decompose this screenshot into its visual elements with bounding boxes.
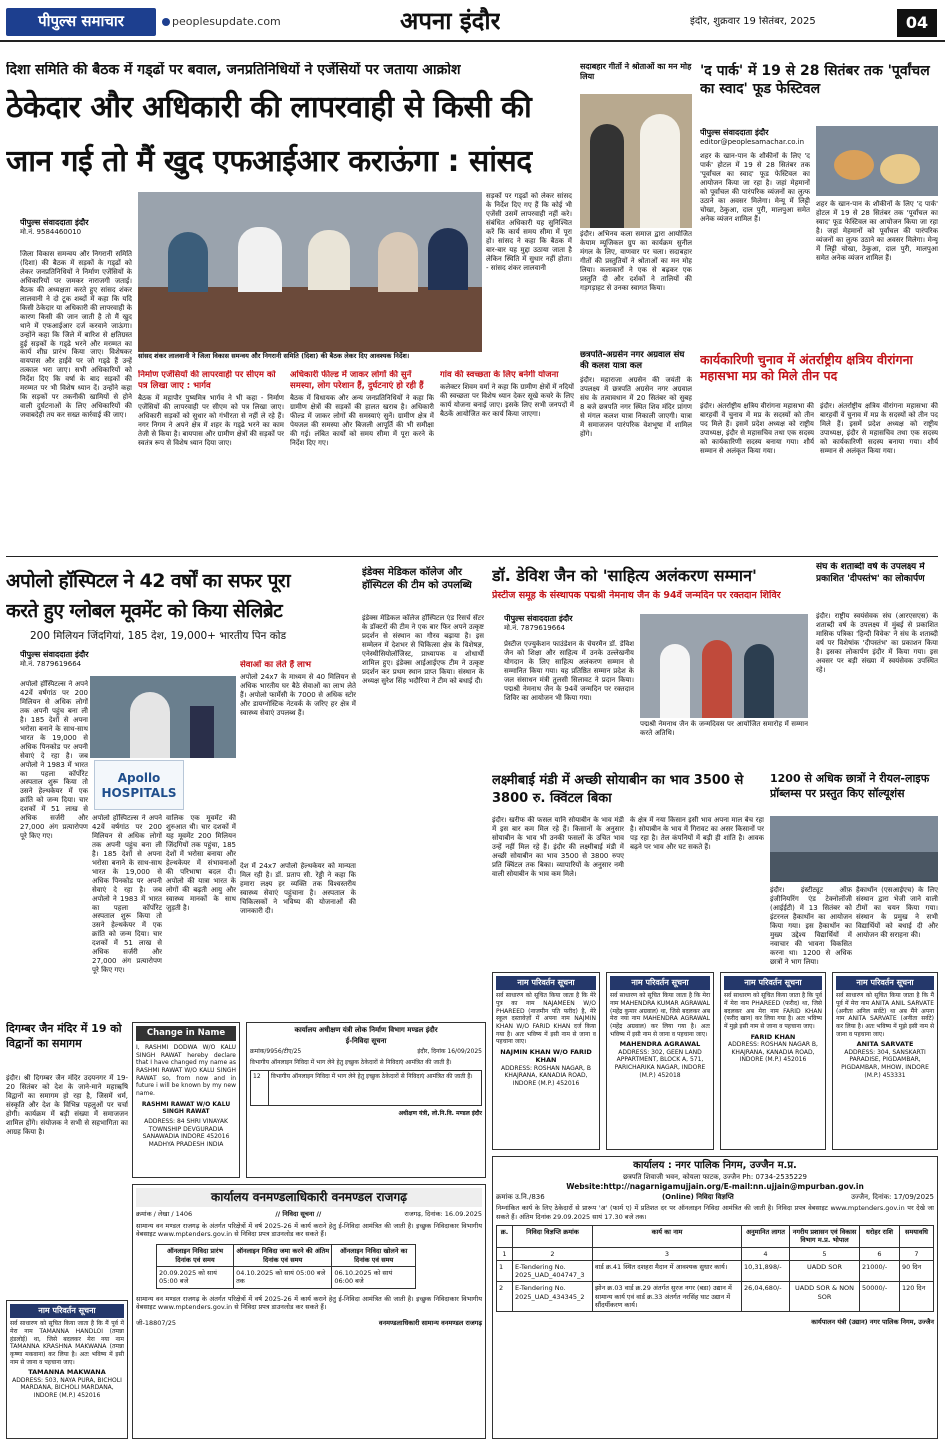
edition-date: इंदौर, शुक्रवार 19 सितंबर, 2025	[690, 16, 816, 27]
index-college-text: इंडेक्स मेडिकल कॉलेज हॉस्पिटल एंड रिसर्च सेंटर के डॉक्टरों की टीम ने एक बार फिर अपने उत्कृष्ट प्रदर्शन से संस्थान का गौरव बढ़ाया है। इस सम्मेलन में देशभर से चिकित्सा क्षेत्र के विशेषज्ञ, एनेस्थीसियोलॉजिस्ट, प्राध्यापक व शोधार्थी शामिल हुए। इंडेक्स आईआईएफ टीम ने उत्कृष्ट प्रदर्शन कर प्रथम स्थान प्राप्त किया। संस्थान के अध्यक्ष सुरेश सिंह भदौरिया ने टीम को बधाई दी।	[362, 614, 484, 685]
food-byline-email[interactable]: editor@peoplesamachar.co.in	[700, 138, 805, 147]
forest-tender-ad	[132, 1184, 486, 1439]
agrasen-title-text: छत्रपति-अग्रसेन नगर अग्रवाल संघ की कलश यात्रा कल	[580, 350, 685, 371]
apollo-logo	[94, 760, 184, 810]
website-url[interactable]	[162, 15, 281, 29]
ujjain-col-work: कार्य का नाम	[593, 1225, 742, 1247]
table-row	[497, 1260, 934, 1282]
notice-3-text: सर्व साधारण को सूचित किया जाता है कि पूर्व में मेरा नाम PHAREED (फरीद) था, जिसे बदलकर अब मेरा नाम FARID KHAN (फरीद खान) कर लिया गया है। अतः भविष्य में मुझे इसी नाम से जाना व पहचाना जाए।	[724, 992, 822, 1030]
notice-3-address: ADDRESS: ROSHAN NAGAR B, KHAJRANA, KANADIA ROAD, INDORE (M.P.) 452016	[728, 1040, 818, 1064]
food-byline	[700, 128, 820, 150]
ujjain-r2-cost: 26,04,680/-	[742, 1282, 790, 1312]
forest-start-date: 20.09.2025 को सायं 05:00 बजे	[157, 1266, 234, 1288]
jain-award-photo	[640, 614, 808, 718]
name-change-notice-1	[492, 972, 600, 1150]
ujjain-col-period: समयावधि	[900, 1225, 934, 1247]
ujjain-tender-table	[496, 1225, 934, 1313]
notice-3-title: नाम परिवर्तन सूचना	[724, 976, 822, 990]
lead-headline-line2[interactable]: जान गई तो मैं खुद एफआईआर कराऊंगा : सांसद	[6, 144, 532, 179]
ujjain-colnum: 7	[900, 1247, 934, 1260]
digambar-headline[interactable]: दिगम्बर जैन मंदिर में 19 को विद्वानों का समागम	[6, 1022, 122, 1050]
hackathon-headline[interactable]: 1200 से अधिक छात्रों ने रीयल-लाइफ प्रॉब्लम्स पर प्रस्तुत किए सॉल्यूशंस	[770, 772, 930, 800]
notice-5-name: TAMANNA MAKWANA	[28, 1368, 106, 1377]
apollo-photo	[90, 676, 236, 758]
notice-2-text: सर्व साधारण को सूचित किया जाता है कि मेरा नाम MAHENDRA KUMAR AGRAWAL (महेंद्र कुमार अग्रवाल) था, जिसे बदलकर अब मेरा नया नाम MAHENDRA AGRAWAL (महेंद्र अग्रवाल) कर लिया गया है। अतः भविष्य में इसी नाम से जाना व पहचाना जाए।	[610, 992, 710, 1038]
notice-5-address: ADDRESS: 503, NAYA PURA, BICHOLI MARDANA, BICHOLI MARDANA, INDORE (M.P.) 452016	[12, 1376, 122, 1399]
notice-4-text: सर्व साधारण को सूचित किया जाता है कि मैं पूर्व में मेरा नाम ANITA ANIL SARVATE (अनीता अनिल सर्वटे) था अब मैंने अपना नाम ANITA SARVATE (अनीता सर्वटे) कर लिया है। अतः भविष्य में मुझे इसी नाम से जाना व पहचाना जाए।	[836, 992, 934, 1038]
kshatriya-text: इंदौर। अंतर्राष्ट्रीय क्षत्रिय वीरांगना महासभा की बारहवीं वें चुनाव में मप्र के सदस्यों को तीन पद मिले हैं। इसमें प्रदेश अध्यक्ष को राष्ट्रीय उपाध्यक्ष, इंदौर से महासचिव तथा एक सदस्य को कार्यकारिणी सदस्य बनाया गया। शौर्य सम्मान से अलंकृत किया गया।	[700, 402, 814, 455]
sub-story-bhargav-title: निर्माण एजेंसियों की लापरवाही पर सीएम को पत्र लिखा जाए : भार्गव	[138, 370, 276, 391]
ujjain-col-cost: अनुमानित लागत	[742, 1225, 790, 1247]
change-in-name-ad	[132, 1022, 240, 1178]
forest-tender-ref: जी-18807/25	[136, 1319, 176, 1328]
ujjain-tender-sign: कार्यपालन यंत्री (उद्यान) नगर पालिक निगम, उज्जैन	[811, 1318, 934, 1327]
pwd-tender-sign: अधीक्षण यंत्री, लो.नि.वि. मण्डल इंदौर	[398, 1110, 482, 1118]
music-tag-text: सदाबहार गीतों ने श्रोताओं का मन मोह लिया	[580, 62, 692, 82]
ujjain-colnum: 1	[497, 1247, 513, 1260]
apollo-text-col3: देश में 24x7 अपोलो हेल्थकेयर को मान्यता मिल रही है। डॉ. प्रताप सी. रेड्डी ने कहा कि हमारा लक्ष्य हर व्यक्ति तक विश्वस्तरीय स्वास्थ्य सेवाएं पहुंचाना है। अस्पताल के चिकित्सकों ने भविष्य की योजनाओं की जानकारी दी।	[240, 862, 356, 915]
food-photo	[816, 126, 938, 196]
forest-open-date: 06.10.2025 को सायं 06:00 बजे	[332, 1266, 416, 1288]
notice-1-text: सर्व साधारण को सूचित किया जाता है कि मेरे पुत्र का नाम NAJAMEEN W/O PHAREED (नाजमीन पति फरीद) है, मेरे स्कूल दस्तावेज़ों में अपना नाम NAJMIN KHAN W/O FARID KHAN दर्ज किया गया है। अतः भविष्य में इसी नाम से जाना व पहचाना जाए।	[496, 992, 596, 1046]
apollo-logo-text: Apollo HOSPITALS	[101, 771, 177, 801]
notice-1-title: नाम परिवर्तन सूचना	[496, 976, 596, 990]
notice-1-name: NAJMIN KHAN W/O FARID KHAN	[500, 1047, 592, 1065]
forest-col2-header: ऑनलाइन निविदा जमा करने की अंतिम दिनांक एवं समय	[234, 1245, 332, 1267]
lead-byline	[20, 218, 130, 248]
lead-kicker	[6, 62, 574, 84]
globe-icon	[162, 18, 170, 26]
hackathon-text-col2: हैकाथॉन (एसआईएच) के लिए संस्थान द्वारा भेजी जाने वाली टीमों का चयन किया गया। संस्थान के प्रमुख ने सभी विद्यार्थियों को बधाई दी और आयोजन की सराहना की।	[856, 886, 938, 939]
ujjain-r2-deposit: 50000/-	[860, 1282, 900, 1312]
ujjain-colnum: 3	[593, 1247, 742, 1260]
forest-col1-header: ऑनलाइन निविदा प्रारंभ दिनांक एवं समय	[157, 1245, 234, 1267]
hackathon-photo	[770, 816, 938, 882]
forest-col3-header: ऑनलाइन निविदा खोलने का दिनांक एवं समय	[332, 1245, 416, 1267]
notice-3-name: FARID KHAN	[750, 1032, 796, 1041]
ujjain-r1-deposit: 21000/-	[860, 1260, 900, 1282]
meeting-photo-caption: सांसद शंकर लालवानी ने जिला विकास समन्वय और निगरानी समिति (दिशा) की बैठक लेकर दिए आवश्यक निर्देश।	[138, 352, 482, 366]
jain-award-text: प्रेस्टीज एज्युकेशन फाउंडेशन के चेयरमैन डॉ. डेविश जैन को शिक्षा और साहित्य में उनके उल्लेखनीय योगदान के लिए साहित्य अलंकरण सम्मान से सम्मानित किया गया। यह प्रतिष्ठित सम्मान प्रदेश के जल संसाधन मंत्री तुलसी सिलावट ने प्रदान किया। पद्मश्री नेमनाथ जैन के 94वें जन्मदिन पर रक्तदान शिविर का आयोजन भी किया गया।	[504, 640, 634, 702]
apollo-byline	[20, 650, 130, 676]
forest-tender-title: कार्यालय वनमण्डलाधिकारी वनमण्डल राजगढ़	[136, 1188, 482, 1207]
ujjain-col-deposit: धरोहर राशि	[860, 1225, 900, 1247]
lead-kicker-text: दिशा समिति की बैठक में गड्‌ढों पर बवाल, जनप्रतिनिधियों ने एजेंसियों पर जताया आक्रोश	[6, 62, 461, 78]
notice-4-title: नाम परिवर्तन सूचना	[836, 976, 934, 990]
forest-tender-notice: // निविदा सूचना //	[275, 1210, 322, 1219]
ujjain-col-sno: क्र.	[497, 1225, 513, 1247]
ujjain-r1-tender: E-Tendering No. 2025_UAD_404747_3	[513, 1260, 593, 1282]
ujjain-colnum: 6	[860, 1247, 900, 1260]
notice-4-name: ANITA SARVATE	[856, 1040, 914, 1049]
name-change-notice-5	[6, 1300, 128, 1439]
ujjain-col-tender-no: निविदा विज्ञप्ति क्रमांक	[513, 1225, 593, 1247]
apollo-text-extra: अपोलो हॉस्पिटल्स ने अपने 42वें वर्षगांठ पर 200 मिलियन से अधिक लोगों तक अपनी पहुंच बना ली है। 185 देशों से अपना भरोसा बनाने के साथ-साथ भारत के 19,000 से अधिक पिनकोड पर अपनी सेवाएं दे रहा है। जब अपोलो ने 1983 में भारत का पहला कॉर्पोरेट अस्पताल शुरू किया तो उसने हेल्थकेयर में एक क्रांति को जन्म दिया। चार दशकों में 51 लाख से अधिक सर्जरी और 27,000 अंग प्रत्यारोपण पूरे किए गए।	[92, 814, 162, 975]
name-change-notice-2	[606, 972, 714, 1150]
jain-award-headline[interactable]: डॉ. डेविश जैन को 'साहित्य अलंकरण सम्मान'	[492, 566, 757, 585]
notice-1-address: ADDRESS: ROSHAN NAGAR, B KHAJRANA, KANADIA ROAD, INDORE (M.P.) 452016	[501, 1064, 591, 1087]
website-text: peoplesupdate.com	[172, 15, 281, 28]
forest-tender-date: राजगढ़, दिनांक: 16.09.2025	[404, 1210, 482, 1219]
lead-body-col1: जिला विकास समन्वय और निगरानी समिति (दिशा) की बैठक में सड़कों के गड्‌ढों को लेकर जनप्रतिनिधियों ने निर्माण एजेंसियों के अधिकारियों पर जमकर नाराजगी जताई। बैठक की अध्यक्षता करते हुए सांसद शंकर लालवानी ने दो टूक शब्दों में कहा कि यदि किसी ठेकेदार या अधिकारी की लापरवाही के कारण किसी की जान जाती है तो मैं खुद थाने में एफआईआर दर्ज करवाने जाऊंगा। उन्होंने कहा कि जिले में बारिश से क्षतिग्रस्त हुई सड़कों के गड्‌ढे भरने और मरम्मत का कार्य शीघ्र प्रारंभ किया जाए। विशेषकर वायपास और हाईवे पर जो गड्‌ढे हैं उन्हें तत्काल भरा जाए। सभी अधिकारियों को निर्देश दिए कि वर्षा के बाद सड़कों की मरम्मत पर भी विशेष ध्यान दें। उन्होंने कहा कि सड़कों पर तकनीकी खामियों से होने वाली दुर्घटनाओं के लिए अधिकारियों की जवाबदेही तय कर सख्त कार्रवाई की जाए।	[20, 250, 132, 420]
deepstambh-headline[interactable]: संघ के शताब्दी वर्ष के उपलक्ष्य में प्रकाशित 'दीपस्तंभ' का लोकार्पण	[816, 562, 925, 584]
lead-headline-line1[interactable]: ठेकेदार और अधिकारी की लापरवाही से किसी की	[6, 90, 532, 125]
ujjain-r1-cost: 10,31,898/-	[742, 1260, 790, 1282]
notice-2-address: ADDRESS: 302, GEEN LAND APPARTMENT, BLOCK A, 571, PARICHARIKA NAGAR, INDORE (M.P.) 452018	[614, 1048, 706, 1079]
apollo-deck: 200 मिलियन जिंदगियां, 185 देश, 19,000+ भारतीय पिन कोड	[30, 630, 287, 642]
sub-story-field-title: अधिकारी फील्ड में जाकर लोगों की सुनें समस्या, लोग परेशान हैं, दुर्घटनाएं हो रही हैं	[290, 370, 424, 391]
agrasen-title	[580, 350, 692, 372]
change-in-name-name: RASHMI RAWAT W/O KALU SINGH RAWAT	[141, 1100, 231, 1116]
ujjain-colnum: 2	[513, 1247, 593, 1260]
hackathon-text: इंदौर। इंस्टीट्यूट ऑफ़ इंजीनियरिंग एंड टेक्नोलॉजी (आईईटी) में 13 सितंबर को इंटरनल हैकाथॉन का आयोजन किया गया। इस हैकाथॉन का मुख्य उद्देश्य विद्यार्थियों में नवाचार की भावना विकसित करना था। 1200 से अधिक छात्रों ने भाग लिया।	[770, 886, 852, 966]
pwd-tender-subtitle: ई-निविदा सूचना	[345, 1036, 387, 1045]
ujjain-colnum: 4	[742, 1247, 790, 1260]
jain-award-deck: प्रेस्टीज समूह के संस्थापक पद्मश्री नेमनाथ जैन के 94वें जन्मदिन पर रक्तदान शिविर	[492, 590, 781, 601]
kshatriya-headline[interactable]: कार्यकारिणी चुनाव में अंतर्राष्ट्रीय क्षत्रिय वीरांगना महासभा मप्र को मिले तीन पद	[700, 352, 913, 384]
jain-byline-reporter: पीपुल्स संवाददाता	[504, 614, 557, 623]
sub-story-sanitation-title: गांव की स्वच्छता के लिए बनेगी योजना	[440, 370, 559, 380]
apollo-byline-city: इंदौर	[74, 650, 89, 659]
food-festival-headline[interactable]: 'द पार्क' में 19 से 28 सितंबर तक 'पूर्वांचल का स्वाद' फूड फेस्टिवल	[700, 63, 930, 98]
agrasen-text: इंदौर। महाराजा अग्रसेन की जयंती के उपलक्ष्य में छत्रपति अग्रसेन नगर अग्रवाल संघ के तत्वावधान में 20 सितंबर को सुबह 8 बजे छत्रपति नगर स्थित शिव मंदिर प्रांगण से मंगल कलश यात्रा निकाली जाएगी। यात्रा में समाजजन पारंपरिक वेशभूषा में शामिल होंगे।	[580, 376, 692, 438]
ujjain-r2-sor: UADD SOR & NON SOR	[790, 1282, 860, 1312]
name-change-notice-3	[720, 972, 826, 1150]
meeting-photo	[138, 192, 482, 352]
apollo-headline-line1: अपोलो हॉस्पिटल ने 42 वर्षों का सफर पूरा	[6, 570, 291, 592]
jain-byline-mobile: मो.नं. 7879619664	[504, 624, 566, 633]
music-tag	[580, 62, 692, 92]
byline-reporter: पीपुल्स संवाददाता	[20, 218, 73, 227]
sub-story-sanitation-text: कलेक्टर शिवम वर्मा ने कहा कि ग्रामीण क्षेत्रों में नदियों की स्वच्छता पर विशेष ध्यान देकर सूखे कचरे के लिए कार्य योजना बनाई जाए। इसके लिए सभी जनपदों में बैठकें आयोजित कर कार्य किया जाएगा।	[440, 382, 574, 418]
forest-tender-conditions: सामान्य वन मण्डल राजगढ़ के अंतर्गत परिक्षेत्रों में वर्ष 2025-26 में कार्य कराने हेतु ई-निविदा आमंत्रित की जाती है। इच्छुक निविदाकार विभागीय वेबसाइट www.mptenders.gov.in से निविदा प्रपत्र डाउनलोड कर सकते हैं।	[136, 1294, 482, 1311]
pwd-tender-date: इंदौर, दिनांक 16/09/2025	[417, 1047, 482, 1055]
apollo-text-col2: वालिक एक मूवमेंट की शुरुआत थी। चार दशकों में यह मूवमेंट 200 मिलियन जिंदगियों तक पहुंचा, 185 देशों में भरोसा बनाया और हेल्थकेयर में संभावनाओं की परिभाषा बदल दी। अपोलो की यात्रा भारत के लोगों की बढ़ती आयु और स्वास्थ्य मानकों के साथ जुड़ती है।	[166, 814, 236, 912]
ujjain-tender-website[interactable]: Website:http://nagarnigamujjain.org/E-mail:nn.ujjain@mpurban.gov.in	[566, 1181, 864, 1191]
apollo-headline-line2: करते हुए ग्लोबल मूवमेंट को किया सेलिब्रेट	[6, 600, 283, 622]
jain-byline	[504, 614, 644, 636]
page-number: 04	[897, 9, 937, 37]
notice-5-title: नाम परिवर्तन सूचना	[10, 1304, 124, 1318]
section-divider	[6, 556, 938, 557]
soybean-headline[interactable]: लक्ष्मीबाई मंडी में अच्छी सोयाबीन का भाव 3500 से 3800 रु. क्विंटल बिका	[492, 773, 744, 806]
ujjain-r1-sor: UADD SOR	[790, 1260, 860, 1282]
ujjain-tender-address: छत्रपति शिवाजी भवन, कोयला फाटक, उज्जैन Ph: 0734-2535229	[623, 1172, 807, 1181]
forest-end-date: 04.10.2025 को सायं 05:00 बजे तक	[234, 1266, 332, 1288]
change-in-name-address: ADDRESS: 84 SHRI VINAYAK TOWNSHIP DEVGURADIA SANAWADIA INDORE 452016 MADHYA PRADESH INDIA	[142, 1117, 230, 1148]
ujjain-r1-work: वार्ड क्र.41 स्थित दशहरा मैदान में आवश्यक सुधार कार्य।	[593, 1260, 742, 1282]
sub-story-field	[290, 370, 434, 548]
ujjain-tender-title: कार्यालय : नगर पालिक निगम, उज्जैन म.प्र.	[633, 1160, 797, 1171]
name-change-notice-4	[832, 972, 938, 1150]
apollo-headline[interactable]	[6, 566, 356, 628]
ujjain-r2-sno: 2	[497, 1282, 513, 1312]
notice-5-text: सर्व साधारण को सूचित किया जाता है कि मैं पूर्व में मेरा नाम TAMANNA HANDLOI (तमन्ना हंडलोई) था, जिसे बदलकर मेरा नया नाम TAMANNA KRASHNA MAKWANA (तमन्ना कृष्णा मकवाना) कर लिया है। अतः भविष्य में इसी नाम से जाना व पहचाना जाए।	[10, 1320, 124, 1366]
apollo-text-col1: अपोलो हॉस्पिटल्स ने अपने 42वें वर्षगांठ पर 200 मिलियन से अधिक लोगों तक अपनी पहुंच बना ली है। 185 देशों से अपना भरोसा बनाने के साथ-साथ भारत के 19,000 से अधिक पिनकोड पर अपनी सेवाएं दे रहा है। जब अपोलो ने 1983 में भारत का पहला कॉर्पोरेट अस्पताल शुरू किया तो उसने हेल्थकेयर में एक क्रांति को जन्म दिया। चार दशकों में 51 लाख से अधिक सर्जरी और 27,000 अंग प्रत्यारोपण पूरे किए गए।	[20, 680, 88, 841]
index-college-headline[interactable]: इंडेक्स मेडिकल कॉलेज और हॉस्पिटल की टीम को उपलब्धि	[362, 567, 472, 591]
kshatriya-text-col2: इंदौर। अंतर्राष्ट्रीय क्षत्रिय वीरांगना महासभा की बारहवीं वें चुनाव में मप्र के सदस्यों को तीन पद मिले हैं। इसमें प्रदेश अध्यक्ष को राष्ट्रीय उपाध्यक्ष, इंदौर से महासचिव तथा एक सदस्य को कार्यकारिणी सदस्य बनाया गया। शौर्य सम्मान से अलंकृत किया गया।	[820, 402, 938, 455]
forest-tender-text: सामान्य वन मण्डल राजगढ़ के अंतर्गत परिक्षेत्रों में वर्ष 2025-26 में कार्य कराने हेतु ई-निविदा आमंत्रित की जाती है। इच्छुक निविदाकार विभागीय वेबसाइट www.mptenders.gov.in से निविदा प्रपत्र डाउनलोड कर सकते हैं।	[136, 1221, 482, 1238]
food-text: शहर के खान-पान के शौकीनों के लिए 'द पार्क' होटल में 19 से 28 सितंबर तक 'पूर्वांचल का स्वाद' फूड फेस्टिवल का आयोजन किया जा रहा है। जहां मेहमानों को पूर्वांचल की पारंपरिक व्यंजनों का लुत्फ उठाने का अवसर मिलेगा। मेन्यू में लिट्टी चोखा, ठेकुआ, दाल पुरी, मालपुआ समेत अनेक व्यंजन शामिल हैं।	[700, 152, 810, 223]
jain-award-caption: पद्मश्री नेमनाथ जैन के जन्मदिवस पर आयोजित समारोह में सम्मान करते अतिथि।	[640, 720, 808, 737]
table-row	[497, 1282, 934, 1312]
lead-body-col2: सड़कों पर गड्‌ढों को लेकर सांसद के निर्देश दिए गए हैं कि कोई भी एजेंसी उसमें लापरवाही नहीं करे। संबंधित अधिकारी यह सुनिश्चित करें कि कार्य समय सीमा में पूरा हो। सांसद ने कहा कि बैठक में बार-बार यह मुद्दा उठाया जाता है लेकिन स्थिति में सुधार नहीं होता। - सांसद शंकर लालवानी	[486, 192, 572, 272]
pwd-tender-table	[250, 1070, 482, 1106]
section-title: अपना इंदौर	[400, 7, 501, 35]
food-byline-reporter: पीपुल्स संवाददाता	[700, 128, 753, 137]
apollo-byline-reporter: पीपुल्स संवाददाता	[20, 650, 73, 659]
change-in-name-text: I, RASHMI DODWA W/O KALU SINGH RAWAT hereby declare that I have changed my name as RASHMI RAWAT W/O KALU SINGH RAWAT so, from now and in future i will be known by my new name.	[136, 1043, 236, 1097]
ujjain-tender-notice: (Online) निविदा विज्ञप्ति	[661, 1193, 734, 1202]
pwd-tender-cell: 12	[251, 1071, 269, 1105]
forest-tender-table	[156, 1244, 416, 1288]
soybean-text: इंदौर। खरीफ की फसल यानि सोयाबीन के भाव मंडी में इस बार कम मिल रहे हैं। किसानों के अनुसार सोयाबीन के भाव भी उनकी फसलों के उचित भाव उन्हें नहीं मिल रहे हैं। इंदौर की लक्ष्मीबाई मंडी में अच्छी सोयाबीन का भाव 3500 से 3800 रुपए प्रति क्विंटल तक बिका। व्यापारियों के अनुसार नमी वाली सोयाबीन के भाव कम मिले।	[492, 816, 624, 878]
byline-mobile: मो.नं. 9584460010	[20, 228, 82, 237]
jain-byline-city: इंदौर	[558, 614, 573, 623]
pwd-tender-number: क्रमांक/9956/टीए/25	[250, 1047, 302, 1055]
ujjain-tender-date: उज्जैन, दिनांक: 17/09/2025	[851, 1193, 934, 1202]
food-text-col2: शहर के खान-पान के शौकीनों के लिए 'द पार्क' होटल में 19 से 28 सितंबर तक 'पूर्वांचल का स्वाद' फूड फेस्टिवल का आयोजन किया जा रहा है। जहां मेहमानों को पूर्वांचल की पारंपरिक व्यंजनों का लुत्फ उठाने का अवसर मिलेगा। मेन्यू में लिट्टी चोखा, ठेकुआ, दाल पुरी, मालपुआ समेत अनेक व्यंजन शामिल हैं।	[816, 200, 938, 262]
apollo-box-title: सेवाओं का लेते हैं लाभ	[240, 660, 311, 670]
pwd-tender-text: विभागीय ऑनलाइन निविदा में भाग लेने हेतु इच्छुक ठेकेदारों से निविदाएं आमंत्रित की जाती हैं।	[250, 1058, 452, 1066]
ujjain-r2-period: 120 दिन	[900, 1282, 934, 1312]
forest-tender-number: क्रमांक / लेखा / 1406	[136, 1210, 193, 1219]
music-photo	[580, 94, 692, 228]
notice-2-name: MAHENDRA AGRAWAL	[619, 1040, 701, 1049]
ujjain-tender-text: निम्नांकित कार्य के लिए ठेकेदारों से प्रारूप 'अ' (फार्म ए) में प्रतिशत दर पर ऑनलाइन निविदा आमंत्रित की जाती है। निविदा प्रपत्र वेबसाइट www.mptenders.gov.in पर देखे जा सकते हैं। अंतिम दिनांक 29.09.2025 सायं 17.30 बजे तक।	[496, 1204, 934, 1221]
change-in-name-title: Change in Name	[136, 1026, 236, 1041]
digambar-text: इंदौर। श्री दिगम्बर जैन मंदिर उदयनगर में 19-20 सितंबर को देश के जाने-माने महाऋषि विद्वानों का समागम हो रहा है, जिसमें धर्म, संस्कृति और देश के विभिन्न पहलुओं पर चर्चा होगी। कार्यक्रम में बड़ी संख्या में समाजजन शामिल होंगे। संयोजक ने सभी से सहभागिता का आग्रह किया है।	[6, 1074, 128, 1136]
pwd-tender-title: कार्यालय अधीक्षण यंत्री लोक निर्माण विभाग मण्डल इंदौर	[294, 1026, 438, 1034]
ujjain-r2-tender: E-Tendering No. 2025_UAD_434345_2	[513, 1282, 593, 1312]
ujjain-r2-work: झोन क्र.03 वार्ड क्र.29 अंतर्गत सुरज नगर (बडा) उद्यान में सामान्य कार्य एवं वार्ड क्र.33 अंतर्गत नरसिंह घाट उद्यान में सौंदर्यीकरण कार्य।	[593, 1282, 742, 1312]
apollo-byline-mobile: मो.नं. 7879619664	[20, 660, 82, 669]
notice-4-address: ADDRESS: 304, SANSKARTI PARADISE, PIGDAMBAR, PIGDAMBAR, MHOW, INDORE (M.P.) 453331	[841, 1048, 929, 1079]
food-byline-city: इंदौर	[754, 128, 769, 137]
ujjain-tender-number: क्रमांक उ.नि./836	[496, 1193, 545, 1202]
ujjain-r1-sno: 1	[497, 1260, 513, 1282]
ujjain-tender-ad	[492, 1156, 938, 1439]
soybean-text-col2: के क्षेत्र में नया किसान इसी भाव अपना माल बेच रहा है। सोयाबीन के भाव में गिरावट का असर किसानों पर पड़ रहा है। तेल कंपनियों में बड़ी ही शांति है। आवक बढ़ने पर भाव और घट सकते हैं।	[630, 816, 764, 851]
ujjain-col-sor: नगरीय प्रशासन एवं विकास विभाग म.प्र. भोपाल	[790, 1225, 860, 1247]
pwd-tender-ad	[246, 1022, 486, 1178]
ujjain-colnum: 5	[790, 1247, 860, 1260]
sub-story-field-text: बैठक में विधायक और अन्य जनप्रतिनिधियों ने कहा कि ग्रामीण क्षेत्रों की सड़कों की हालत खराब है। अधिकारी फील्ड में जाकर लोगों की समस्याएं सुनें। ग्रामीण क्षेत्र में पेयजल की समस्या और बिजली आपूर्ति की भी समीक्षा की गई। लंबित कार्यों को समय सीमा में पूरा करने के निर्देश दिए गए।	[290, 393, 434, 447]
pwd-tender-cell-text: विभागीय ऑनलाइन निविदा में भाग लेने हेतु इच्छुक ठेकेदारों से निविदाएं आमंत्रित की जाती हैं।	[271, 1073, 473, 1081]
sub-story-sanitation	[440, 370, 574, 548]
forest-tender-sign: वनमण्डलाधिकारी सामान्य वनमण्डल राजगढ़	[378, 1319, 482, 1328]
masthead-bar	[0, 0, 945, 42]
sub-story-bhargav-text: बैठक में महापौर पुष्यमित्र भार्गव ने भी कहा - निर्माण एजेंसियों की लापरवाही पर सीएम को पत्र लिखा जाए। अधिकारी सड़कों को सुधार को गंभीरता से नहीं ले रहे हैं। नगर निगम ने अपने क्षेत्र में शहर के गड्‌ढे भरने का काम तेजी से किया है। बायपास और ग्रामीण क्षेत्रों की सड़कों पर स्वतंत्र रूप से विशेष ध्यान दिया जाए।	[138, 393, 284, 447]
byline-city: इंदौर	[74, 218, 89, 227]
newspaper-logo: पीपुल्स समाचार	[6, 8, 156, 36]
sub-story-bhargav	[138, 370, 284, 548]
music-text: इंदौर। अभिनव कला समाज द्वारा आयोजित केयाम म्यूजिकल ग्रुप का कार्यक्रम सुनील मंगल के लिए, वाणवार पर चला। सदाबहार गीतों की प्रस्तुतियों ने श्रोताओं का मन मोह लिया। कलाकारों ने एक से बढ़कर एक प्रस्तुति दी और दर्शकों ने तालियों की गड़गड़ाहट से उनका स्वागत किया।	[580, 230, 692, 292]
ujjain-r1-period: 90 दिन	[900, 1260, 934, 1282]
apollo-services-box	[240, 660, 356, 860]
apollo-box-text: अपोलो 24x7 के माध्यम से 40 मिलियन से अधिक भारतीय घर बैठे सेवाओं का लाभ लेते हैं। अपोलो फार्मेसी के 7000 से अधिक स्टोर और डायग्नोस्टिक नेटवर्क के जरिए हर क्षेत्र में स्वास्थ्य सेवाएं उपलब्ध हैं।	[240, 672, 356, 717]
deepstambh-text: इंदौर। राष्ट्रीय स्वयंसेवक संघ (आरएसएस) के शताब्दी वर्ष के उपलक्ष्य में मुंबई से प्रकाशित मासिक पत्रिका 'हिन्दी विवेक' ने संघ के शताब्दी वर्ष पर विशेषांक 'दीपस्तंभ' का प्रकाशन किया है। इसका लोकार्पण इंदौर में किया गया। इस अवसर पर बड़ी संख्या में स्वयंसेवक उपस्थित रहे।	[816, 612, 938, 674]
notice-2-title: नाम परिवर्तन सूचना	[610, 976, 710, 990]
